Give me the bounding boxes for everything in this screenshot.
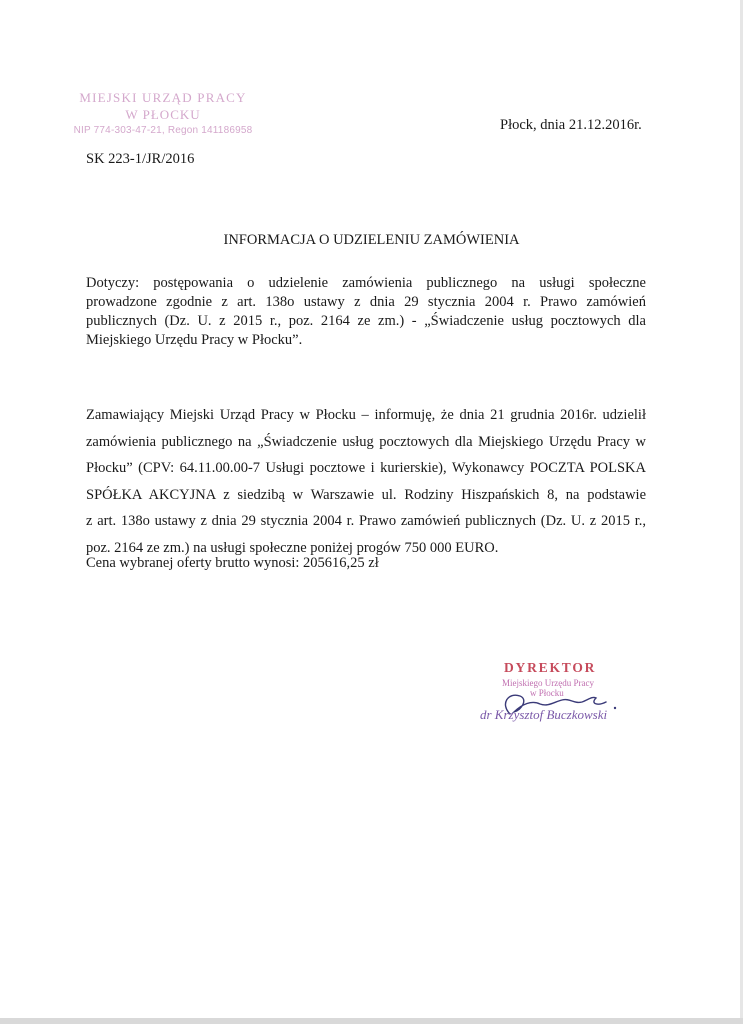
subject-line: Miejskiego Urzędu Pracy w Płocku”. <box>86 332 303 348</box>
body-paragraph <box>86 402 646 562</box>
reference-number: SK 223-1/JR/2016 <box>86 151 195 167</box>
stamp-line-2: W PŁOCKU <box>125 107 201 122</box>
stamp-line-1: MIEJSKI URZĄD PRACY <box>79 90 247 105</box>
body-line: Płocku” (CPV: 64.11.00.00-7 Usługi pocztowe i kurierskie), Wykonawcy POCZTA POLSKA <box>86 460 646 477</box>
body-line: z art. 138o ustawy z dnia 29 stycznia 2004 r. Prawo zamówień publicznych (Dz. U. z 2015 r., <box>86 513 646 530</box>
stamp-line-3: NIP 774-303-47-21, Regon 141186958 <box>73 125 253 136</box>
subject-paragraph <box>86 274 646 350</box>
body-line: SPÓŁKA AKCYJNA z siedzibą w Warszawie ul. Rodziny Hiszpańskich 8, na podstawie <box>86 486 646 503</box>
signature-org-line-2: w Płocku <box>530 688 564 698</box>
document-title: INFORMACJA O UDZIELENIU ZAMÓWIENIA <box>223 232 520 248</box>
signature-org-line-1: Miejskiego Urzędu Pracy <box>502 678 594 688</box>
place-and-date: Płock, dnia 21.12.2016r. <box>500 117 642 133</box>
institution-stamp <box>68 90 258 136</box>
subject-line: publicznych (Dz. U. z 2015 r., poz. 2164 ze zm.) - „Świadczenie usług pocztowych dla <box>86 313 646 329</box>
offer-price: Cena wybranej oferty brutto wynosi: 205616,25 zł <box>86 555 379 571</box>
body-line: zamówienia publicznego na „Świadczenie usług pocztowych dla Miejskiego Urzędu Pracy w <box>86 433 646 450</box>
signatory-name: dr Krzysztof Buczkowski <box>480 707 608 722</box>
subject-line: Dotyczy: postępowania o udzielenie zamówienia publicznego na usługi społeczne <box>86 275 646 291</box>
body-line: poz. 2164 ze zm.) na usługi społeczne poniżej progów 750 000 EURO. <box>86 539 499 556</box>
scan-edge-bottom <box>0 1018 743 1024</box>
subject-line: prowadzone zgodnie z art. 138o ustawy z dnia 29 stycznia 2004 r. Prawo zamówień <box>86 294 646 310</box>
signature-block <box>470 660 630 730</box>
body-line: Zamawiający Miejski Urząd Pracy w Płocku – informuję, że dnia 21 grudnia 2016r. udzielił <box>86 407 646 423</box>
signature-title: DYREKTOR <box>504 660 597 675</box>
